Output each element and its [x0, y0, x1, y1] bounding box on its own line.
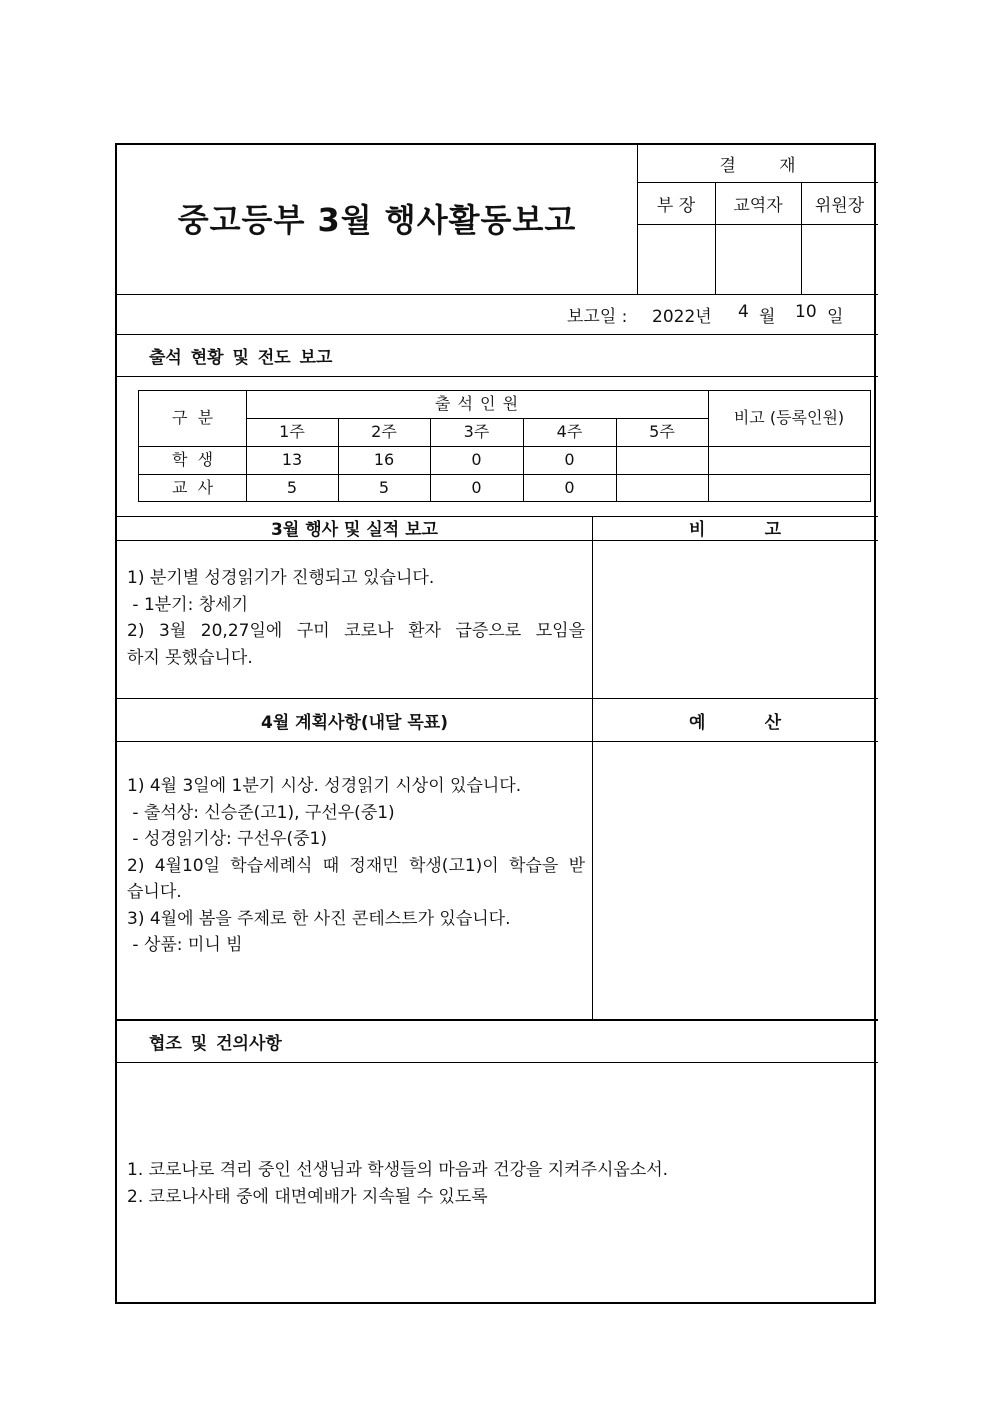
april-line-3: - 성경읽기상: 구선우(중1)	[127, 829, 327, 849]
attendance-heading: 출석 현황 및 전도 보고	[149, 348, 333, 368]
teachers-week-1: 5	[286, 478, 298, 497]
approval-header: 결 재	[719, 156, 796, 176]
cooperation-line-1: 1. 코로나로 격리 중인 선생님과 학생들의 마음과 건강을 지켜주시옵소서.	[127, 1160, 669, 1180]
report-document	[115, 143, 876, 1304]
attendance-table	[138, 390, 871, 502]
april-line-2: - 출석상: 신승준(고1), 구선우(중1)	[127, 802, 395, 823]
cooperation-line-2: 2. 코로나사태 중에 대면예배가 지속될 수 있도록	[127, 1186, 488, 1207]
report-date-day-unit: 일	[827, 307, 844, 327]
march-line-1: 1) 분기별 성경읽기가 진행되고 있습니다.	[127, 568, 435, 588]
report-date-label: 보고일 :	[567, 307, 628, 327]
col-category: 구 분	[171, 408, 214, 427]
students-week-3: 0	[471, 450, 482, 469]
april-line-7: - 상품: 미니 빔	[127, 935, 243, 955]
approval-role-pastor: 교역자	[733, 196, 783, 216]
april-line-1: 1) 4월 3일에 1분기 시상. 성경읽기 시상이 있습니다.	[127, 776, 522, 796]
document-title: 중고등부 3월 행사활동보고	[177, 201, 577, 239]
week-1: 1주	[279, 422, 305, 441]
week-5: 5주	[649, 422, 675, 441]
row-students-label: 학 생	[171, 450, 214, 469]
april-budget-heading: 예 산	[688, 713, 782, 733]
march-line-4: 하지 못했습니다.	[127, 647, 253, 668]
april-heading: 4월 계획사항(내달 목표)	[260, 713, 448, 733]
cooperation-content	[127, 1157, 867, 1210]
approval-sign-pastor	[715, 225, 801, 294]
right-column-divider	[592, 516, 593, 1020]
april-content	[127, 773, 585, 959]
col-attendance: 출 석 인 원	[434, 394, 520, 413]
march-heading: 3월 행사 및 실적 보고	[271, 520, 438, 540]
report-date-month-unit: 월	[759, 307, 776, 327]
week-2: 2주	[371, 422, 397, 441]
teachers-week-3: 0	[471, 478, 482, 497]
april-line-4: 2) 4월10일 학습세례식 때 정재민 학생(고1)이 학습을 받	[127, 855, 585, 876]
march-line-2: - 1분기: 창세기	[127, 594, 248, 615]
students-week-2: 16	[373, 450, 395, 469]
march-content	[127, 565, 585, 671]
students-week-4: 0	[564, 450, 575, 469]
approval-sign-director	[637, 225, 715, 294]
approval-role-chair: 위원장	[814, 196, 865, 216]
week-3: 3주	[463, 422, 490, 441]
report-date-day: 10	[795, 302, 817, 322]
approval-role-director: 부 장	[656, 196, 696, 216]
march-note-heading: 비 고	[688, 520, 782, 540]
report-date-month: 4	[738, 302, 749, 322]
teachers-week-4: 0	[564, 478, 575, 497]
march-line-3: 2) 3월 20,27일에 구미 코로나 환자 급증으로 모임을	[127, 621, 585, 641]
april-line-6: 3) 4월에 봄을 주제로 한 사진 콘테스트가 있습니다.	[127, 908, 511, 929]
approval-sign-chair	[801, 225, 878, 294]
students-week-1: 13	[281, 450, 303, 469]
report-date-year: 2022년	[652, 307, 712, 327]
approval-header-line	[637, 182, 878, 183]
april-line-5: 습니다.	[127, 882, 182, 902]
row-teachers-label: 교 사	[171, 478, 214, 497]
week-4: 4주	[556, 422, 583, 441]
teachers-week-2: 5	[378, 478, 390, 497]
cooperation-heading: 협조 및 건의사항	[149, 1034, 282, 1054]
col-note: 비고 (등록인원)	[733, 408, 845, 427]
